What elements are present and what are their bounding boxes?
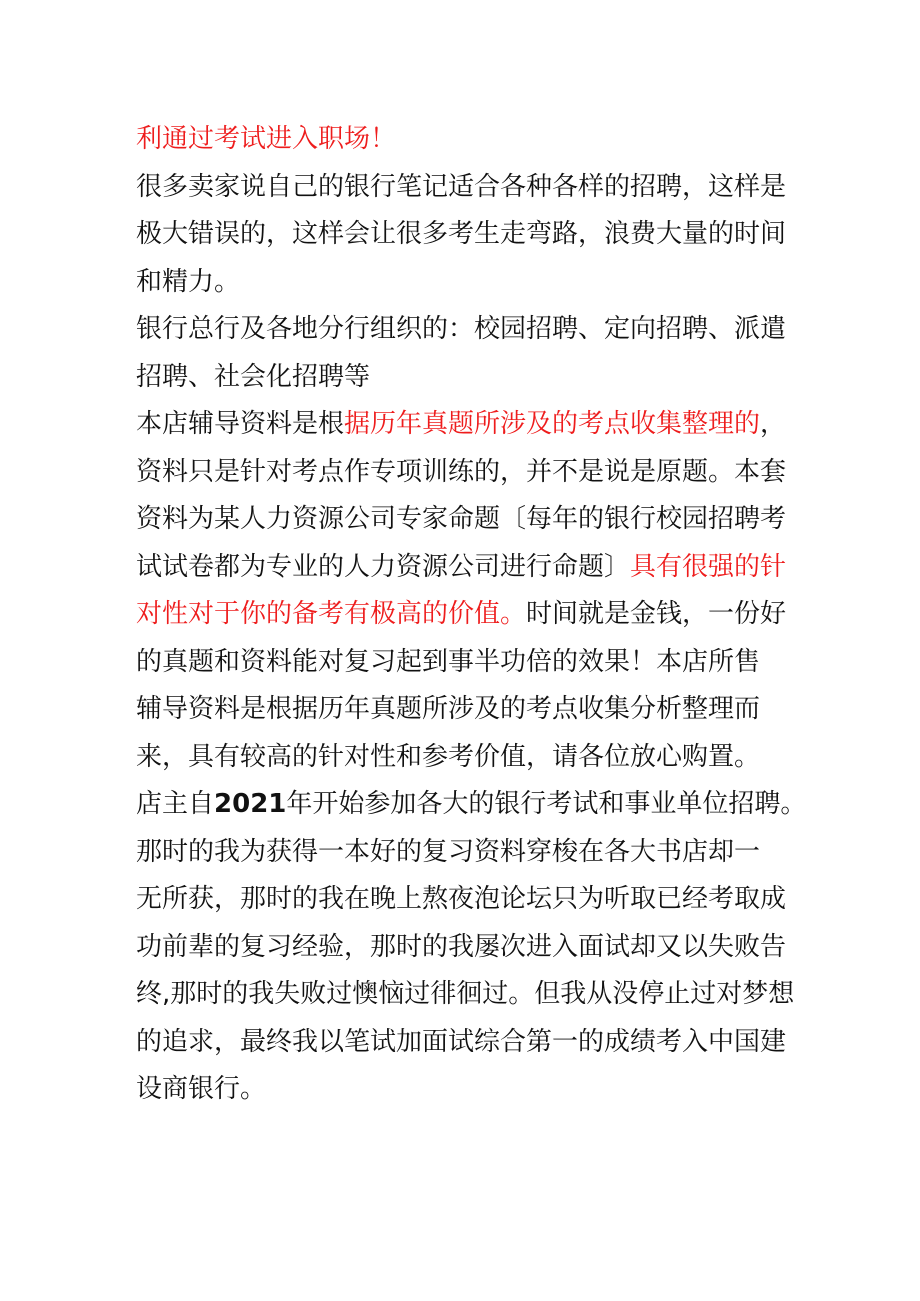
text-run: 很多卖家说自己的银行笔记适合各种各样的招聘，这样是 [136,171,787,202]
text-run: 和精力。 [136,266,241,297]
text-run: 招聘、社会化招聘等 [136,361,371,392]
text-run: 时间就是金钱，一份好 [526,599,787,629]
text-line [136,924,796,972]
text-line [136,354,796,402]
text-run: 资料只是针对考点作专项训练的，并不是说是原题。本套 [136,456,787,487]
text-run: ， [760,409,787,439]
text-line [136,164,796,212]
text-run: 功前辈的复习经验，那时的我屡次进入面试却又以失败告 [136,931,787,962]
text-run: 无所获，那时的我在晚上熬夜泡论坛只为听取已经考取成 [136,884,787,914]
text-run: 银行总行及各地分行组织的：校园招聘、定向招聘、派遣 [136,314,787,344]
text-line [136,401,796,449]
text-run: 极大错误的，这样会让很多考生走弯路，浪费大量的时间 [136,219,787,249]
text-run: 终,那时的我失败过懊恼过徘徊过。但我从没停止过对梦想 [136,979,795,1009]
text-line [136,876,796,924]
text-line [136,116,796,164]
text-line [136,211,796,259]
text-line [136,544,796,592]
text-run: 辅导资料是根据历年真题所涉及的考点收集分析整理而 [136,694,761,724]
highlighted-text-run: 据历年真题所涉及的考点收集整理的 [344,409,761,439]
text-line [136,781,807,829]
bold-year-text: 2021 [214,789,287,819]
text-run: 设商银行。 [136,1074,267,1104]
text-line [136,829,796,877]
text-run: 试试卷都为专业的人力资源公司进行命题〕 [136,551,631,582]
text-line [136,639,796,687]
highlighted-text-run: 具有很强的针 [630,551,787,582]
text-line [136,1066,796,1114]
text-line [136,734,796,782]
text-run: 利通过考试进入职场！ [136,124,397,154]
highlighted-text-run: 对性对于你的备考有极高的价值。 [136,599,527,629]
text-run: 的真题和资料能对复习起到事半功倍的效果！本店所售 [136,646,761,677]
text-line [136,1019,796,1067]
text-run: 资料为某人力资源公司专家命题〔每年的银行校园招聘考 [136,504,787,534]
text-run: 来，具有较高的针对性和参考价值，请各位放心购置。 [136,741,761,772]
document-body [136,116,807,1114]
text-run: 的追求，最终我以笔试加面试综合第一的成绩考入中国建 [136,1026,787,1057]
text-line [136,496,796,544]
text-run: 店主自 [136,789,215,819]
text-line [136,306,796,354]
text-run: 本店辅导资料是根 [136,409,345,439]
text-line [136,686,796,734]
text-run: 那时的我为获得一本好的复习资料穿梭在各大书店却一 [136,836,761,867]
text-line [136,591,796,639]
text-line [136,259,796,307]
text-line [136,449,796,497]
text-line [136,971,796,1019]
text-run: 年开始参加各大的银行考试和事业单位招聘。 [286,789,807,819]
